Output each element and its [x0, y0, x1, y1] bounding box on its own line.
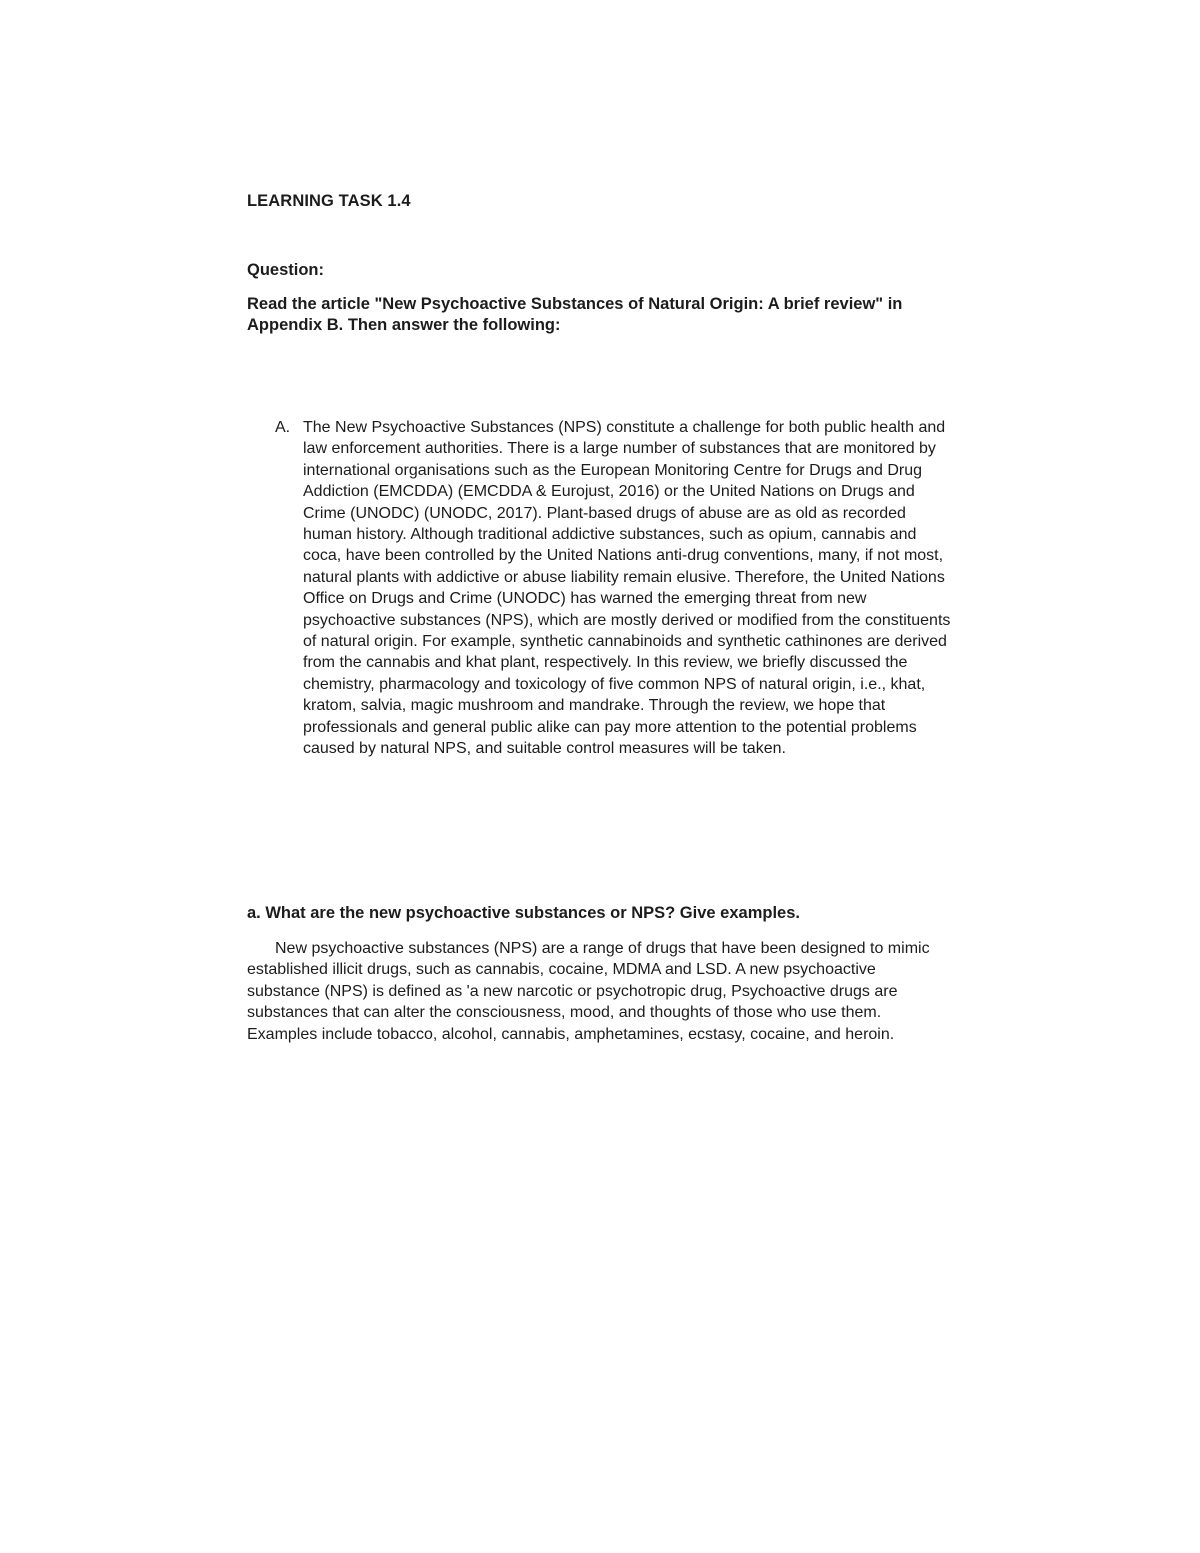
passage-block [275, 417, 955, 760]
task-title: LEARNING TASK 1.4 [247, 192, 411, 210]
sub-question: a. What are the new psychoactive substances or NPS? Give examples. [247, 904, 800, 922]
instruction-text: Read the article "New Psychoactive Substances of Natural Origin: A brief review" in Appendix B. Then answer the following: [247, 295, 903, 334]
passage-marker: A. [275, 419, 291, 436]
question-label: Question: [247, 261, 324, 279]
answer-text: New psychoactive substances (NPS) are a range of drugs that have been designed to mimic established illicit drugs, such as cannabis, cocaine, MDMA and LSD. A new psychoactive substance (NPS) is defined as 'a new narcotic or psychotropic drug, Psychoactive drugs are substances that can alter the consciousness, mood, and thoughts of those who use them. Examples include tobacco, alcohol, cannabis, amphetamines, ecstasy, cocaine, and heroin. [247, 940, 930, 1043]
passage-text: The New Psychoactive Substances (NPS) constitute a challenge for both public health and law enforcement authorities. There is a large number of substances that are monitored by international organisations such as the European Monitoring Centre for Drugs and Drug Addiction (EMCDDA) (EMCDDA & Eurojust, 2016) or the United Nations on Drugs and Crime (UNODC) (UNODC, 2017). Plant-based drugs of abuse are as old as recorded human history. Although traditional addictive substances, such as opium, cannabis and coca, have been controlled by the United Nations anti-drug conventions, many, if not most, natural plants with addictive or abuse liability remain elusive. Therefore, the United Nations Office on Drugs and Crime (UNODC) has warned the emerging threat from new psychoactive substances (NPS), which are mostly derived or modified from the constituents of natural origin. For example, synthetic cannabinoids and synthetic cathinones are derived from the cannabis and khat plant, respectively. In this review, we briefly discussed the chemistry, pharmacology and toxicology of five common NPS of natural origin, i.e., khat, kratom, salvia, magic mushroom and mandrake. Through the review, we hope that professionals and general public alike can pay more attention to the potential problems caused by natural NPS, and suitable control measures will be taken. [303, 419, 951, 758]
